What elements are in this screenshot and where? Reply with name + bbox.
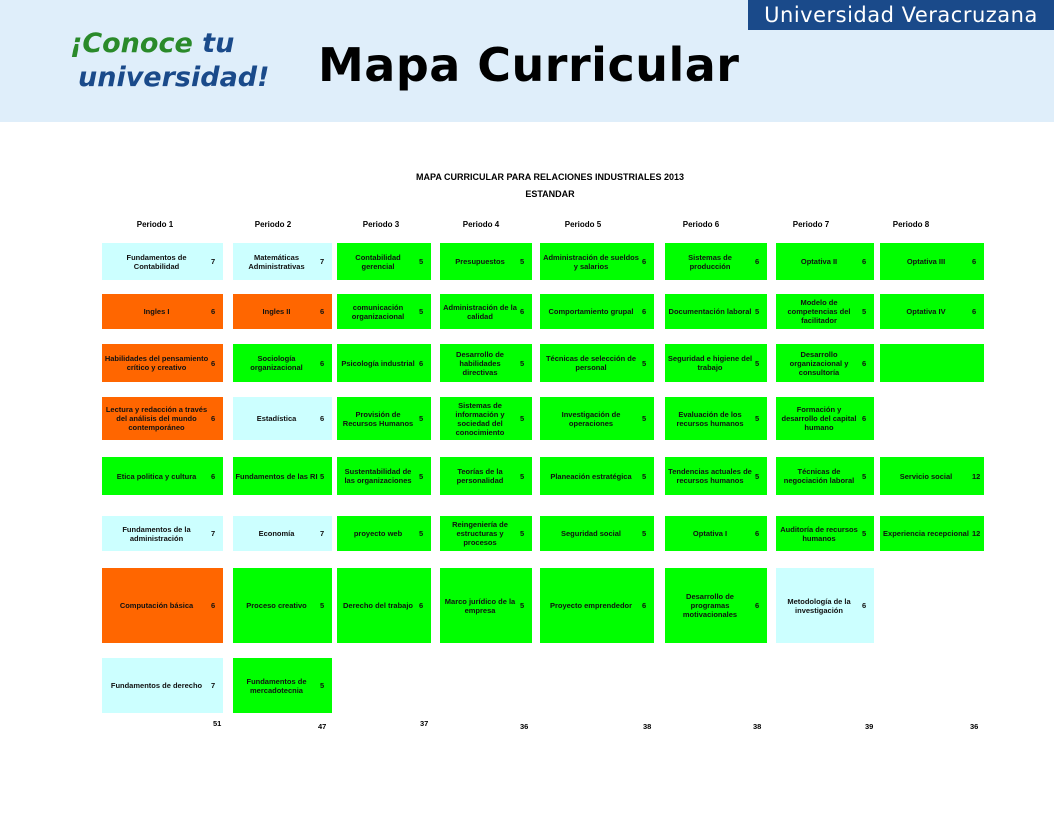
course-name: Sistemas de producción [688,252,732,271]
course-credits: 7 [211,529,216,538]
course-credits: 6 [972,307,977,316]
course-cell [102,516,223,551]
course-cell [233,294,332,329]
course-name: Lectura y redacción a través del análisis del mundo contemporáneo [105,405,208,432]
course-name: Desarrollo organizacional y consultoría [789,349,849,377]
course-name: Presupuestos [455,257,505,266]
course-name: Fundamentos de Contabilidad [126,252,187,271]
course-name: Contabilidad gerencial [355,252,401,271]
period-header: Periodo 2 [254,220,292,229]
course-cell [540,457,654,495]
course-credits: 5 [520,358,525,368]
course-cell [880,294,984,329]
course-cell [776,568,874,643]
period-credit-total: 38 [753,722,762,731]
course-name: Auditoría de recursos humanos [780,524,858,543]
course-credits: 5 [642,529,647,538]
course-name: Optativa IV [906,307,946,316]
course-credits: 6 [320,307,325,316]
course-name: Proyecto emprendedor [549,601,633,610]
course-name: Técnicas de negociación laboral [783,467,855,485]
course-name: Habilidades del pensamiento crítico y creativo [104,354,209,372]
course-name: Evaluación de los recursos humanos [676,409,744,428]
course-name: Técnicas de selección de personal [545,354,637,372]
period-header: Periodo 4 [462,220,500,229]
page-title: Mapa Curricular [318,38,740,92]
course-name: Sistemas de información y sociedad del conocimiento [455,400,505,437]
course-credits: 6 [520,307,525,316]
course-credits: 6 [211,414,216,423]
course-name: Optativa II [800,257,838,266]
university-name: Universidad Veracruzana [748,0,1054,30]
period-credit-total: 39 [865,722,874,731]
course-cell [440,457,532,495]
course-credits: 5 [642,358,647,368]
course-cell [540,568,654,643]
period-credit-total: 36 [970,722,979,731]
document-title: MAPA CURRICULAR PARA RELACIONES INDUSTRIALES 2013 [415,172,685,182]
course-name: Estadística [256,414,297,423]
course-name: comunicación organizacional [351,302,405,321]
course-cell [776,397,874,440]
course-cell [233,243,332,280]
course-name: Provisión de Recursos Humanos [342,409,414,428]
course-cell [880,516,984,551]
course-name: Psicología industrial [341,358,415,368]
course-credits: 6 [972,257,977,266]
course-credits: 5 [419,471,424,481]
course-cell [337,457,431,495]
course-name: Seguridad social [560,529,622,538]
course-name: Proceso creativo [246,601,307,610]
course-credits: 7 [211,257,216,266]
course-credits: 5 [320,601,325,610]
period-credit-total: 51 [213,719,222,728]
course-name: Fundamentos de la administración [122,524,191,543]
course-cell [776,243,874,280]
course-cell [102,658,223,713]
course-cell [440,516,532,551]
course-credits: 6 [642,307,647,316]
course-name: Experiencia recepcional [883,529,969,538]
course-credits: 5 [520,257,525,266]
course-cell [665,568,767,643]
course-name: Administración de sueldos y salarios [543,252,639,271]
course-cell [233,568,332,643]
course-credits: 5 [320,681,325,690]
period-credit-total: 47 [318,722,327,731]
course-credits: 5 [755,471,760,481]
course-cell [233,658,332,713]
period-header: Periodo 8 [892,220,930,229]
course-cell [337,344,431,382]
course-cell [540,397,654,440]
course-credits: 12 [972,529,981,538]
course-name: Sociología organizacional [250,354,303,372]
period-header: Periodo 6 [682,220,720,229]
course-credits: 5 [419,257,424,266]
course-name: Fundamentos de mercadotecnia [246,676,307,695]
course-cell [776,516,874,551]
course-name: proyecto web [353,529,403,538]
course-name: Investigación de operaciones [561,409,621,428]
course-cell [540,344,654,382]
course-cell [337,568,431,643]
course-name: Computación básica [119,601,194,610]
course-cell [665,344,767,382]
logo-text-universidad: universidad! [78,62,270,93]
course-cell [337,243,431,280]
course-cell [776,294,874,329]
period-header: Periodo 1 [136,220,174,229]
course-cell [440,294,532,329]
course-name: Sustentabilidad de las organizaciones [344,467,412,485]
course-cell [102,457,223,495]
course-credits: 6 [211,601,216,610]
course-name: Comportamiento grupal [548,307,634,316]
course-credits: 5 [755,358,760,368]
course-credits: 5 [755,414,760,423]
course-credits: 5 [642,414,647,423]
course-credits: 6 [862,414,867,423]
course-cell [776,457,874,495]
course-name: Documentación laboral [668,307,752,316]
course-credits: 6 [755,601,760,610]
course-name: Ingles I [143,307,170,316]
course-cell [880,457,984,495]
course-name: Etica politica y cultura [116,471,197,481]
course-cell [102,344,223,382]
course-credits: 5 [520,414,525,423]
period-credit-total: 38 [643,722,652,731]
course-name: Economía [258,529,295,538]
course-credits: 5 [520,471,525,481]
course-name: Desarrollo de programas motivacionales [682,592,738,619]
course-cell [233,516,332,551]
course-credits: 5 [520,601,525,610]
course-name: Metodología de la investigación [787,596,851,615]
course-credits: 5 [320,471,325,481]
document-subtitle: ESTANDAR [525,189,575,199]
course-name: Derecho del trabajo [342,601,414,610]
course-credits: 6 [419,358,424,368]
course-name: Teorías de la personalidad [456,467,504,485]
course-credits: 6 [642,257,647,266]
course-cell [665,294,767,329]
course-credits: 6 [211,471,216,481]
logo-text-tu: tu [202,28,235,59]
period-header: Periodo 7 [792,220,830,229]
course-cell [102,294,223,329]
course-cell [102,243,223,280]
course-name: Fundamentos de derecho [110,681,203,690]
course-name: Optativa I [692,529,728,538]
course-name: Fundamentos de las RI [235,471,318,481]
course-cell [665,457,767,495]
course-cell [540,294,654,329]
course-credits: 5 [419,529,424,538]
course-name: Matemáticas Administrativas [248,252,305,271]
course-credits: 12 [972,471,981,481]
course-cell [776,344,874,382]
course-cell [540,516,654,551]
course-cell [102,568,223,643]
course-credits: 5 [862,307,867,316]
course-credits: 7 [320,529,325,538]
course-name: Formación y desarrollo del capital humano [781,405,857,432]
course-cell [440,344,532,382]
course-name: Marco jurídico de la empresa [444,596,516,615]
course-cell [440,397,532,440]
course-credits: 6 [862,358,867,368]
course-credits: 7 [211,681,216,690]
course-name: Administración de la calidad [443,302,517,321]
course-name: Planeación estratégica [550,471,632,481]
course-cell [337,294,431,329]
course-credits: 5 [755,307,760,316]
empty-course-cell [880,344,984,382]
course-credits: 6 [211,307,216,316]
course-cell [337,516,431,551]
course-cell [233,344,332,382]
course-credits: 6 [320,358,325,368]
course-cell [665,516,767,551]
course-cell [440,243,532,280]
course-name: Reingeniería de estructuras y procesos [452,520,508,547]
course-cell [665,397,767,440]
course-credits: 6 [755,529,760,538]
course-name: Modelo de competencias del facilitador [787,298,851,325]
course-credits: 6 [320,414,325,423]
course-credits: 6 [862,257,867,266]
course-name: Desarrollo de habilidades directivas [456,349,504,377]
course-cell [102,397,223,440]
course-cell [233,457,332,495]
course-credits: 6 [642,601,647,610]
course-cell [337,397,431,440]
course-name: Ingles II [262,307,291,316]
course-credits: 6 [862,601,867,610]
period-credit-total: 36 [520,722,529,731]
course-credits: 5 [862,529,867,538]
course-credits: 5 [419,307,424,316]
course-cell [665,243,767,280]
course-cell [440,568,532,643]
course-credits: 7 [320,257,325,266]
course-credits: 5 [862,471,867,481]
course-cell [880,243,984,280]
course-credits: 5 [520,529,525,538]
course-name: Optativa III [906,257,946,266]
course-name: Tendencias actuales de recursos humanos [668,467,752,485]
course-cell [540,243,654,280]
logo-text-conoce: ¡Conoce [70,28,203,59]
course-credits: 5 [642,471,647,481]
header-banner [0,0,1054,122]
period-header: Periodo 5 [564,220,602,229]
course-name: Servicio social [899,471,953,481]
course-name: Seguridad e higiene del trabajo [667,354,753,372]
course-credits: 6 [755,257,760,266]
period-header: Periodo 3 [362,220,400,229]
course-credits: 6 [211,358,216,368]
conoce-tu-universidad-logo [70,28,280,98]
period-credit-total: 37 [420,719,429,728]
course-cell [233,397,332,440]
course-credits: 5 [419,414,424,423]
course-credits: 6 [419,601,424,610]
